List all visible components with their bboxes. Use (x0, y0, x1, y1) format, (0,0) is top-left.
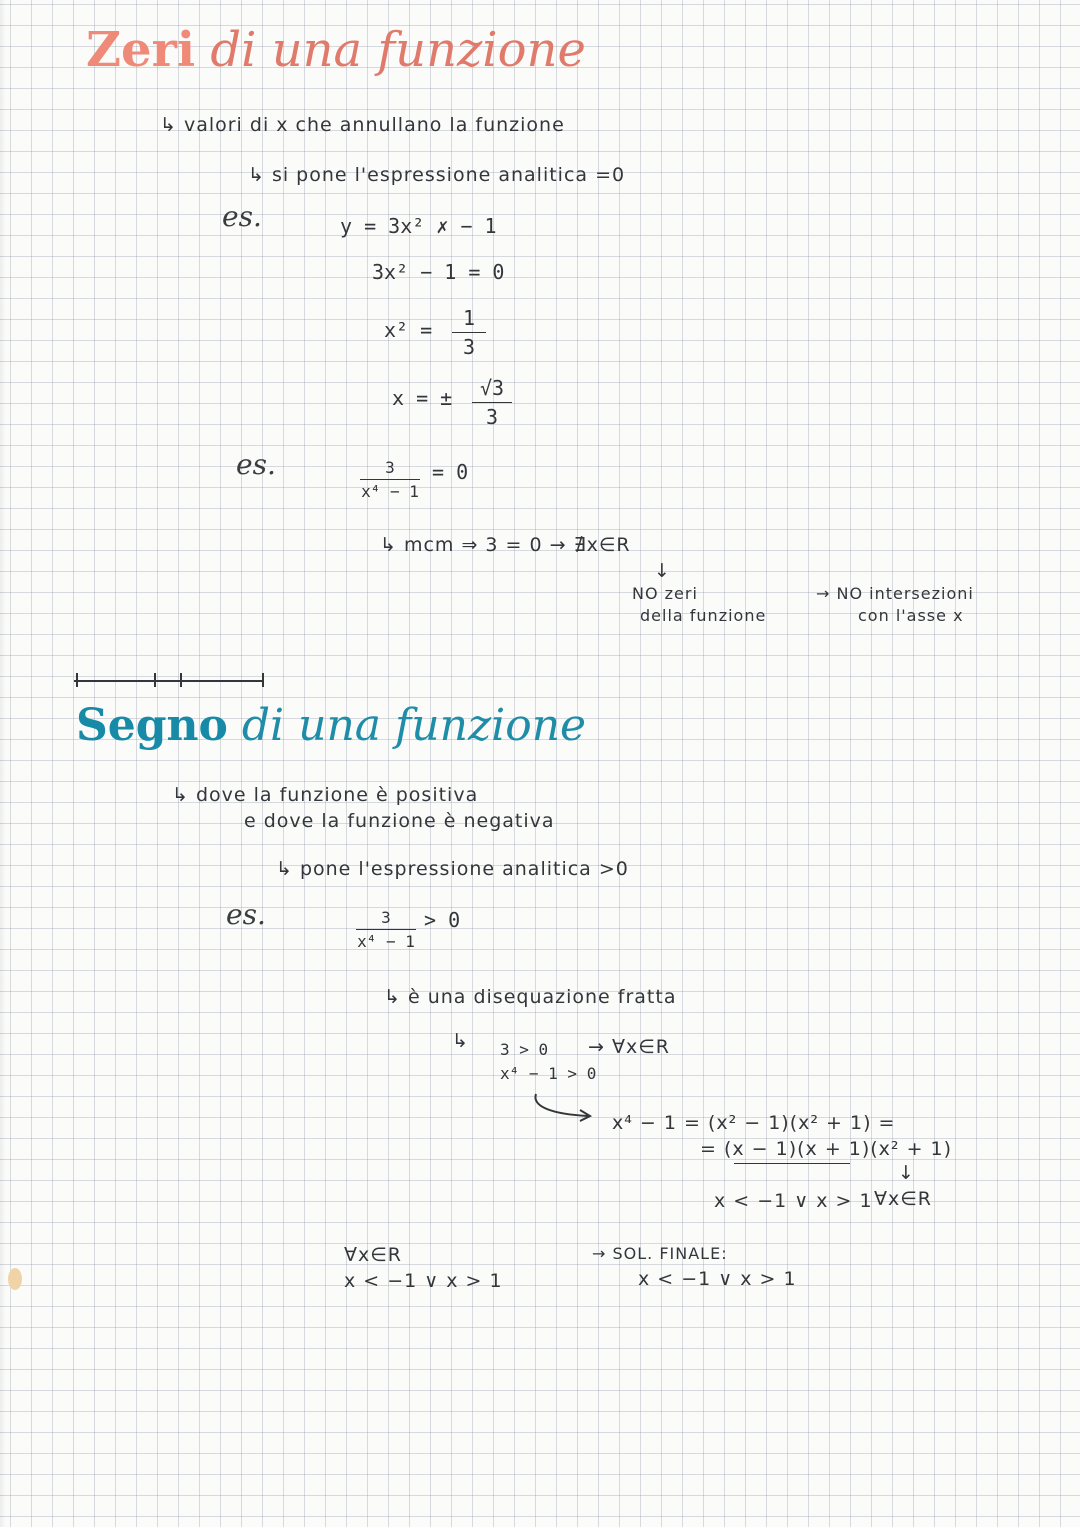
divider-tick (76, 673, 78, 687)
fractional-inequality-step: ↳ è una disequazione fratta (384, 986, 677, 1008)
fraction-bar (356, 929, 416, 930)
mcm-step: ↳ mcm ⇒ 3 = 0 → ∄x∈R (380, 534, 631, 556)
summary-line-1: ∀x∈R (344, 1244, 402, 1266)
divider-tick (262, 673, 264, 687)
equation-3-lhs: x² = (384, 318, 433, 342)
example-label-3: es. (226, 898, 266, 931)
equation-4-lhs: x = ± (392, 386, 453, 410)
fraction-denominator: 3 (462, 335, 476, 359)
example-label: es. (222, 200, 262, 233)
fraction-denominator: x⁴ − 1 (357, 932, 415, 951)
section-title-zeri (86, 22, 586, 78)
fraction-numerator: 3 (385, 458, 395, 477)
definition-line-b: e dove la funzione è negativa (244, 810, 555, 832)
title-first-word: Zeri (86, 22, 196, 78)
greater-zero: > 0 (424, 908, 461, 932)
definition-line: ↳ valori di x che annullano la funzione (160, 114, 565, 136)
note-line-1: → NO intersezioni (816, 584, 974, 603)
fraction-bar (360, 479, 420, 480)
curved-arrow-icon (530, 1090, 600, 1124)
fraction-numerator: 3 (381, 908, 391, 927)
fraction-bar (452, 332, 486, 333)
method-line: ↳ si pone l'espressione analitica =0 (248, 164, 626, 186)
numerator-result: → ∀x∈R (588, 1036, 670, 1058)
factor-result-right: ∀x∈R (874, 1188, 932, 1210)
down-arrow-1: ↓ (654, 560, 671, 582)
binder-hole (8, 1268, 22, 1290)
section-title-segno (76, 700, 586, 751)
method-line-2: ↳ pone l'espressione analitica >0 (276, 858, 629, 880)
factorization-line-1: x⁴ − 1 = (x² − 1)(x² + 1) = (612, 1112, 896, 1134)
divider-tick (180, 673, 182, 687)
summary-line-2: x < −1 ∨ x > 1 (344, 1270, 503, 1292)
numerator-condition: 3 > 0 (500, 1040, 549, 1059)
fraction-3-over-x4-1-b (356, 908, 416, 951)
fraction-numerator: 1 (462, 306, 476, 330)
section-divider (74, 680, 264, 682)
denominator-condition: x⁴ − 1 > 0 (500, 1064, 597, 1083)
fraction-sqrt3-over-3 (472, 376, 512, 429)
title-rest: di una funzione (210, 22, 586, 78)
divider-tick (154, 673, 156, 687)
fraction-denominator: x⁴ − 1 (361, 482, 419, 501)
equation-1: y = 3x² ✗ − 1 (340, 214, 497, 238)
title-first-word: Segno (76, 700, 228, 751)
fraction-3-over-x4-1 (360, 458, 420, 501)
factorization-line-2: = (x − 1)(x + 1)(x² + 1) (700, 1138, 953, 1160)
conclusion-line-2: della funzione (640, 606, 767, 625)
page-edge-shadow (0, 0, 6, 1527)
sub-arrow: ↳ (452, 1030, 469, 1052)
title-rest: di una funzione (241, 700, 587, 751)
fraction-bar (472, 402, 512, 403)
final-solution-value: x < −1 ∨ x > 1 (638, 1268, 797, 1290)
equals-zero: = 0 (432, 460, 469, 484)
final-solution-label: → SOL. FINALE: (592, 1244, 728, 1263)
equation-2: 3x² − 1 = 0 (372, 260, 505, 284)
factor-result-left: x < −1 ∨ x > 1 (714, 1190, 873, 1212)
conclusion-line-1: NO zeri (632, 584, 698, 603)
factor-down-arrow: ↓ (898, 1162, 915, 1184)
fraction-numerator: √3 (479, 376, 505, 400)
fraction-one-third (452, 306, 486, 359)
factor-underline (734, 1163, 850, 1164)
fraction-denominator: 3 (485, 405, 499, 429)
note-line-2: con l'asse x (858, 606, 964, 625)
definition-line-a: ↳ dove la funzione è positiva (172, 784, 479, 806)
example-label-2: es. (236, 448, 276, 481)
